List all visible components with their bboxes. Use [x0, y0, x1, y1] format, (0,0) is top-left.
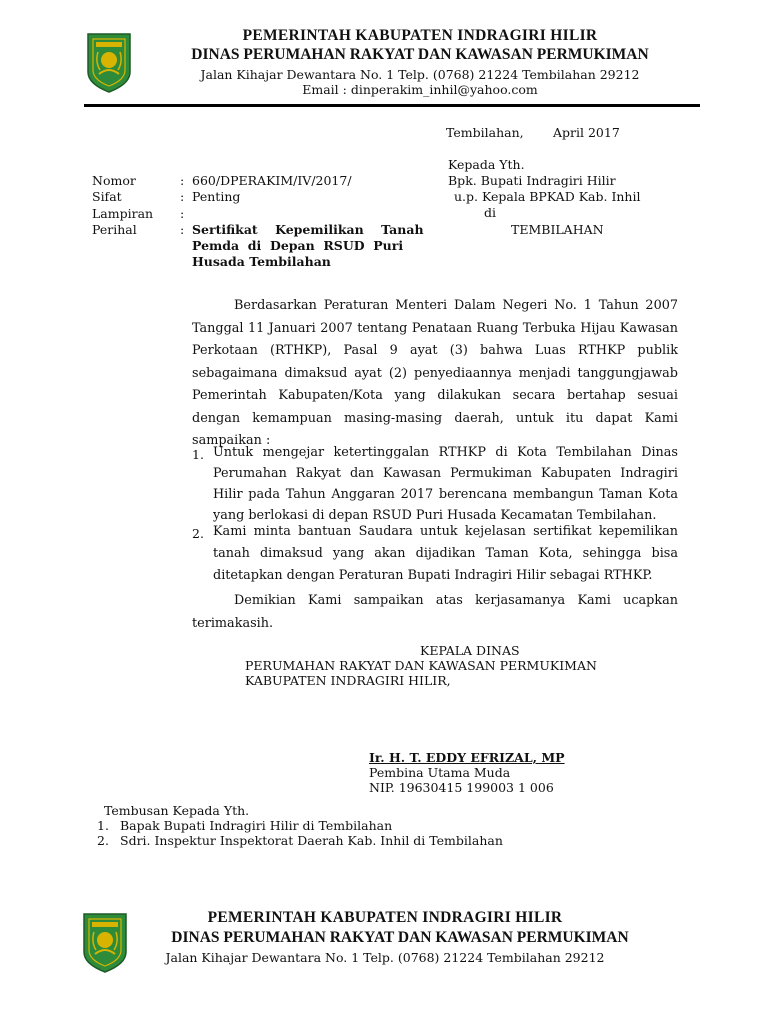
meta-label-perihal: Perihal	[92, 222, 137, 237]
letterhead-line1: PEMERINTAH KABUPATEN INDRAGIRI HILIR	[242, 27, 598, 44]
list-item-number: 1.	[192, 447, 204, 462]
body-paragraph: Berdasarkan Peraturan Menteri Dalam Negeri No. 1 Tahun 2007 Tanggal 11 Januari 2007 tentang Penataan Ruang Terbuka Hijau Kawasan Perkotaan (RTHKP), Pasal 9 ayat (3) bahwa Luas RTHKP publik sebagaimana dimaksud ayat (2) penyediaannya menjadi tanggungjawab Pemerintah Kabupaten/Kota yang dilakukan secara bertahap sesuai dengan kemampuan masing-masing daerah, untuk itu dapat Kami sampaikan :	[192, 298, 678, 448]
letterhead-address: Jalan Kihajar Dewantara No. 1 Telp. (0768) 21224 Tembilahan 29212	[200, 67, 640, 82]
meta-value-perihal-line1: Sertifikat Kepemilikan Tanah	[192, 222, 424, 237]
meta-value-nomor: 660/DPERAKIM/IV/2017/	[192, 173, 352, 188]
signature-name: Ir. H. T. EDDY EFRIZAL, MP	[369, 750, 565, 765]
cc-item-number: 1.	[97, 818, 109, 833]
recipient-line4: di	[484, 205, 496, 220]
meta-sep: :	[180, 206, 185, 221]
meta-sep: :	[180, 222, 185, 237]
letterhead-rule	[84, 104, 700, 107]
signature-title1: KEPALA DINAS	[420, 643, 520, 658]
recipient-line2: Bpk. Bupati Indragiri Hilir	[448, 173, 616, 188]
list-item-text: Untuk mengejar ketertinggalan RTHKP di Kota Tembilahan Dinas Perumahan Rakyat dan Kawasan Permukiman Kabupaten Indragiri Hilir pada Tahun Anggaran 2017 berencana membangun Taman Kota yang berlokasi di depan RSUD Puri Husada Kecamatan Tembilahan.	[213, 445, 678, 523]
signature-title3: KABUPATEN INDRAGIRI HILIR,	[245, 673, 451, 688]
recipient-line3: u.p. Kepala BPKAD Kab. Inhil	[454, 189, 641, 204]
date-place: Tembilahan,	[446, 125, 524, 140]
letterhead-line2: DINAS PERUMAHAN RAKYAT DAN KAWASAN PERMUKIMAN	[191, 46, 649, 63]
list-item-number: 2.	[192, 526, 204, 541]
letterhead-email: Email : dinperakim_inhil@yahoo.com	[302, 82, 538, 97]
list-item-text: Kami minta bantuan Saudara untuk kejelasan sertifikat kepemilikan tanah dimaksud yang akan dijadikan Taman Kota, sehingga bisa ditetapkan dengan Peraturan Bupati Indragiri Hilir sebagai RTHKP.	[213, 524, 678, 583]
meta-sep: :	[180, 189, 185, 204]
meta-label-lampiran: Lampiran	[92, 206, 154, 221]
cc-item-text: Bapak Bupati Indragiri Hilir di Tembilahan	[120, 818, 393, 833]
recipient-line1: Kepada Yth.	[448, 157, 525, 172]
cc-heading: Tembusan Kepada Yth.	[104, 803, 250, 818]
footer-letterhead-line2: DINAS PERUMAHAN RAKYAT DAN KAWASAN PERMUKIMAN	[171, 929, 629, 946]
meta-label-sifat: Sifat	[92, 189, 122, 204]
meta-label-nomor: Nomor	[92, 173, 136, 188]
recipient-line5: TEMBILAHAN	[511, 222, 604, 237]
date-month-year: April 2017	[553, 125, 620, 140]
meta-value-sifat: Penting	[192, 189, 241, 204]
meta-value-perihal-line2: Pemda di Depan RSUD Puri	[192, 238, 404, 253]
footer-letterhead-line1: PEMERINTAH KABUPATEN INDRAGIRI HILIR	[207, 909, 563, 926]
cc-item-number: 2.	[97, 833, 109, 848]
cc-item-text: Sdri. Inspektur Inspektorat Daerah Kab. Inhil di Tembilahan	[120, 833, 503, 848]
closing-paragraph: Demikian Kami sampaikan atas kerjasamanya Kami ucapkan terimakasih.	[192, 593, 678, 631]
signature-nip: NIP. 19630415 199003 1 006	[369, 780, 554, 795]
meta-sep: :	[180, 173, 185, 188]
signature-title2: PERUMAHAN RAKYAT DAN KAWASAN PERMUKIMAN	[245, 658, 597, 673]
signature-rank: Pembina Utama Muda	[369, 765, 511, 780]
meta-value-perihal-line3: Husada Tembilahan	[192, 254, 331, 269]
footer-letterhead-address: Jalan Kihajar Dewantara No. 1 Telp. (0768) 21224 Tembilahan 29212	[165, 950, 605, 965]
